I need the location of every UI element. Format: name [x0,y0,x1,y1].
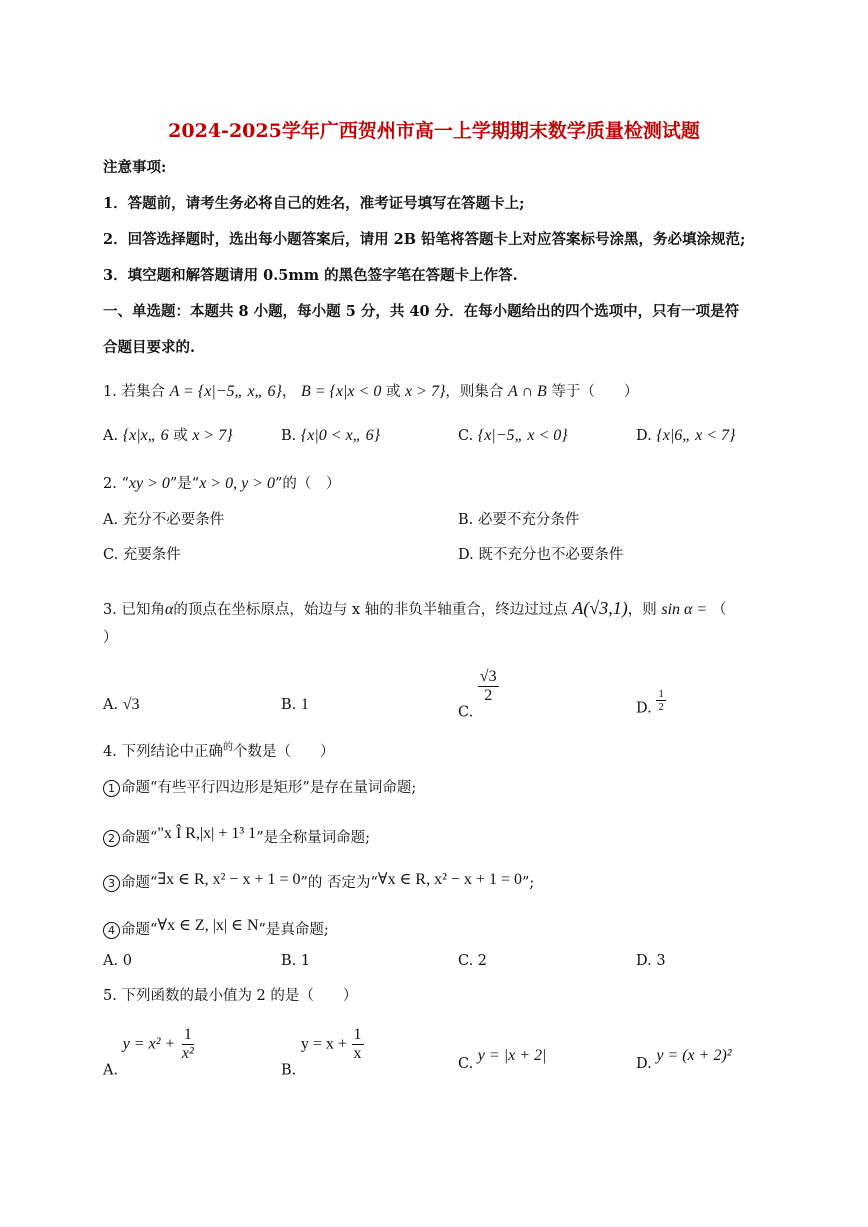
q3-option-c [458,668,499,723]
q4-option-c-label: C. [458,953,474,969]
q2-suffix: ”的（ ） [274,476,341,492]
q4-stem: 4. 下列结论中正确 [103,743,223,760]
q5-option-b-expr: y = x + [300,1035,347,1053]
q3-text-2: 的顶点在坐标原点，始边与 x 轴的非负半轴重合，终边过过点 [173,602,568,618]
q3-alpha: α [164,601,174,618]
q3-point: A(√3,1) [572,598,628,618]
q1-option-a-math2: x > 7} [192,427,233,444]
q3-option-c-fraction [478,668,499,705]
q4-statement-1 [103,778,416,798]
q5-option-b-numerator: 1 [353,1026,362,1043]
q1-set-b-part1: B = {x|x < 0 [300,383,382,400]
q5-option-d-label: D. [636,1056,652,1072]
q1-option-c-math: {x|−5„ x < 0} [477,427,568,444]
q5-option-c-label: C. [458,1056,474,1072]
q4-option-d-label: D. [636,953,652,969]
q1-set-a: A = {x|−5„ x„ 6} [169,383,282,400]
q3-option-d-numerator: 1 [658,688,664,700]
q4-statement-3-math: ∃x ∈ R, x² − x + 1 = 0 [157,871,301,888]
q5-option-a [103,1026,196,1081]
q1-mid: ，则集合 [445,384,504,400]
question-5: 5. 下列函数的最小值为 2 的是（ ） [103,988,358,1004]
q3-close-paren: ） [103,630,118,646]
exam-title: 2024-2025学年广西贺州市高一上学期期末数学质量检测试题 [168,120,700,142]
q5-option-b [281,1026,364,1081]
q4-option-b [281,951,310,971]
q1-option-c [458,426,568,446]
q3-open-paren: （ [711,602,727,618]
q2-mid: ”是“ [169,476,200,492]
q4-statement-4-math: ∀x ∈ Z, |x| ∈ N [157,917,259,934]
q4-statement-1-text: 命题“有些平行四边形是矩形”是存在量词命题; [121,780,417,796]
q4-statement-2-number: 2 [103,830,120,847]
q1-suffix: 等于（ ） [551,384,639,400]
q2-option-d-label: D. [458,547,474,563]
q1-option-b [281,426,380,446]
q1-option-b-math: {x|0 < x„ 6} [300,427,380,444]
q3-option-a-label: A. [103,697,119,713]
q2-option-d [458,545,623,565]
q2-prefix: 2. “ [103,476,129,492]
q2-math-2: x > 0, y > 0 [199,475,275,492]
question-4 [103,738,334,762]
q3-option-b-label: B. [281,697,297,713]
question-3 [103,598,726,620]
q5-option-b-fraction [352,1026,364,1063]
q4-option-d-text: 3 [656,953,666,969]
q1-set-b-part2: x > 7} [405,383,446,400]
q4-option-c [458,951,487,971]
q3-option-c-numerator: √3 [479,668,497,685]
notes-heading: 注意事项: [103,159,167,176]
q3-option-d-label: D. [636,700,652,717]
q5-option-a-denominator: x² [181,1045,194,1062]
q1-option-a-or: 或 [173,428,188,444]
q5-option-b-denominator: x [353,1045,362,1062]
q1-option-a-label: A. [103,428,119,444]
q5-option-c [458,1046,546,1074]
q3-option-d-denominator: 2 [658,701,664,713]
q4-statement-4 [103,916,329,940]
q3-option-c-denominator: 2 [484,687,493,704]
q2-option-a-text: 充分不必要条件 [122,512,225,528]
q4-option-d [636,951,666,971]
q4-statement-3-number: 3 [103,875,120,892]
q4-statement-4-number: 4 [103,922,120,939]
q3-option-a-math: √3 [122,696,140,713]
q5-option-d [636,1046,732,1074]
q3-option-b-math: 1 [300,696,309,713]
q4-statement-2-pre: 命题“ [121,830,158,846]
q2-option-b-text: 必要不充分条件 [477,512,580,528]
q1-option-a [103,426,233,446]
section-heading-line1: 一、单选题：本题共 8 小题，每小题 5 分，共 40 分．在每小题给出的四个选项中，只有一项是符 [103,303,740,320]
q4-statement-1-number: 1 [103,780,120,797]
q5-option-a-expr: y = x² + [122,1035,176,1053]
q2-option-c-label: C. [103,547,119,563]
q2-option-c [103,545,181,565]
q5-option-a-label: A. [103,1062,119,1079]
q4-statement-3 [103,870,534,893]
q4-option-a [103,951,132,971]
q2-option-c-text: 充要条件 [122,547,181,563]
q1-comma: ， [281,384,297,400]
section-heading-line2: 合题目要求的. [103,339,196,356]
q4-option-b-text: 1 [300,953,311,969]
note-item-2: 2．回答选择题时，选出每小题答案后，请用 2B 铅笔将答题卡上对应答案标号涂黑，务必填涂规范; [103,231,746,248]
q5-option-b-label: B. [281,1062,297,1079]
q4-statement-4-post: ”是真命题; [258,922,329,938]
q4-statement-3-pre: 命题“ [121,875,158,891]
q4-de: 的 [222,742,233,753]
q3-text-3: ，则 [627,602,657,618]
q1-option-d-label: D. [636,428,652,444]
q4-statement-2-math: "x Î R,|x| + 1³ 1 [157,825,257,842]
q2-option-a-label: A. [103,512,119,528]
q3-option-c-label: C. [458,704,474,721]
q5-option-d-math: y = (x + 2)² [656,1047,732,1064]
q2-option-b [458,510,579,530]
question-2 [103,474,340,494]
note-item-3: 3．填空题和解答题请用 0.5mm 的黑色签字笔在答题卡上作答. [103,267,518,284]
q4-option-a-text: 0 [122,953,132,969]
q3-text: 3. 已知角 [103,602,165,618]
q4-statement-4-pre: 命题“ [121,922,158,938]
q3-option-d-fraction [656,688,666,713]
q2-option-d-text: 既不充分也不必要条件 [478,547,624,563]
q1-option-b-label: B. [281,428,297,444]
q2-math-1: xy > 0 [128,475,170,492]
q1-intersection: A ∩ B [507,383,547,400]
q4-statement-3-post: ”; [521,875,535,891]
q3-option-a [103,695,139,715]
q3-option-b [281,695,309,715]
q5-option-a-fraction [180,1026,196,1063]
q1-or: 或 [385,384,401,400]
q1-option-d [636,426,735,446]
q5-option-a-numerator: 1 [183,1026,192,1043]
q4-option-a-label: A. [103,953,119,969]
q4-statement-2 [103,824,370,848]
q4-statement-3-math-2: ∀x ∈ R, x² − x + 1 = 0 [377,871,522,888]
q3-sin-alpha: sin α = [661,601,708,618]
q2-option-a [103,510,224,530]
q5-option-c-math: y = |x + 2| [477,1047,547,1064]
question-1 [103,382,638,402]
q4-option-b-label: B. [281,953,297,969]
q4-stem-2: 个数是（ ） [232,743,335,760]
q2-option-b-label: B. [458,512,474,528]
q4-option-c-text: 2 [477,953,488,969]
q4-statement-2-post: ”是全称量词命题; [256,830,370,846]
q1-option-d-math: {x|6„ x < 7} [656,427,736,444]
q1-prefix: 1. 若集合 [103,384,165,400]
q1-option-c-label: C. [458,428,474,444]
q1-option-a-math: {x|x„ 6 [122,427,169,444]
note-item-1: 1．答题前，请考生务必将自己的姓名，准考证号填写在答题卡上; [103,195,525,212]
q4-statement-3-mid: ”的 否定为“ [300,875,378,891]
q3-option-d [636,688,666,719]
